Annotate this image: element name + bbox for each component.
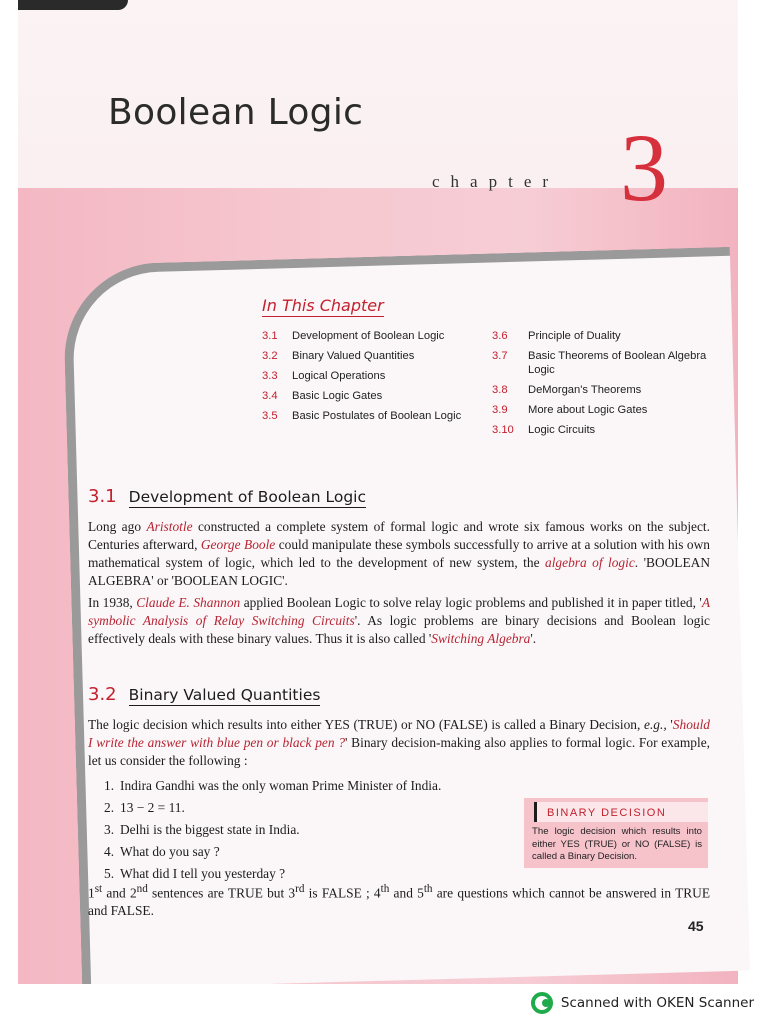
abbr-eg: e.g., (644, 717, 667, 732)
toc-item-number: 3.5 (262, 410, 278, 422)
paragraph: Long ago Aristotle constructed a complete system of formal logic and wrote six famous works on the subject. Centuries afterward, George Boole could manipulate these symbols successfully to arrive at a solution with his own mathematical system of logic, which led to the development of new system, the algebra of logic. 'BOOLEAN ALGEBRA' or 'BOOLEAN LOGIC'. (88, 519, 711, 588)
toc-item-number: 3.6 (492, 330, 508, 342)
list-item-number: 4. (104, 844, 115, 859)
list-item (104, 842, 434, 862)
term-algebra-of-logic: algebra of logic (545, 555, 635, 570)
closing-paragraph: 1st and 2nd sentences are TRUE but 3rd is FALSE ; 4th and 5th are questions which cannot be answered in TRUE and FALSE. (88, 883, 711, 919)
term-switching-algebra: Switching Algebra (431, 631, 531, 646)
toc-item-label: DeMorgan's Theorems (528, 384, 642, 396)
list-item-text: Delhi is the biggest state in India. (120, 822, 300, 837)
page-number: 45 (688, 918, 704, 934)
toc-item-number: 3.4 (262, 390, 278, 402)
toc-item-label: Basic Logic Gates (292, 390, 383, 402)
scanner-watermark (531, 992, 754, 1014)
list-item-text: Indira Gandhi was the only woman Prime Minister of India. (120, 778, 442, 793)
toc-item (262, 329, 492, 343)
list-item (104, 820, 434, 840)
list-item-number: 2. (104, 800, 115, 815)
toc-item (492, 403, 722, 417)
toc-item (262, 369, 492, 383)
toc-item-label: Principle of Duality (528, 330, 621, 342)
scanner-footer (0, 984, 768, 1024)
note-title: BINARY DECISION (534, 802, 708, 822)
binary-decision-note (524, 798, 708, 868)
list-item-text: What do you say ? (120, 844, 220, 859)
scan-corner-shadow (18, 0, 128, 10)
section-heading (88, 684, 710, 706)
toc-item-label: Basic Postulates of Boolean Logic (292, 410, 462, 422)
note-body: The logic decision which results into either YES (TRUE) or NO (FALSE) is called a Binary Decision. (532, 826, 702, 862)
list-item-text: 13 − 2 = 11. (120, 800, 185, 815)
toc-item-number: 3.9 (492, 404, 508, 416)
example-question: Should I write the answer with blue pen or black pen ? (88, 717, 710, 750)
toc-item (262, 349, 492, 363)
toc-item (262, 389, 492, 403)
list-item-number: 3. (104, 822, 115, 837)
toc-item-number: 3.1 (262, 330, 278, 342)
list-item-text: What did I tell you yesterday ? (120, 866, 286, 881)
toc-item-number: 3.8 (492, 384, 508, 396)
paragraph: In 1938, Claude E. Shannon applied Boolean Logic to solve relay logic problems and published it in paper titled, 'A symbolic Analysis of Relay Switching Circuits'. As logic problems are binary decisions and Boolean logic effectively deals with these binary values. Thus it is also called 'Switching Algebra'. (88, 595, 711, 646)
section-development-of-boolean-logic (88, 486, 710, 652)
section-binary-valued-quantities (88, 684, 710, 774)
toc-item-label: Basic Theorems of Boolean Algebra Logic (528, 350, 707, 376)
toc-item-number: 3.3 (262, 370, 278, 382)
toc-item (492, 349, 722, 377)
example-statements-list (104, 776, 442, 886)
toc-item-number: 3.10 (492, 424, 514, 436)
name-george-boole: George Boole (200, 537, 276, 552)
toc-item-label: Logical Operations (292, 370, 386, 382)
chapter-number: 3 (620, 114, 668, 221)
list-item (104, 776, 442, 796)
paragraph: The logic decision which results into either YES (TRUE) or NO (FALSE) is called a Binary Decision, e.g., 'Should I write the answer with blue pen or black pen ?' Binary decision-making also applies to formal logic. For example, let us consider the following : (88, 717, 710, 768)
section-number: 3.2 (88, 684, 117, 705)
toc-item-number: 3.2 (262, 350, 278, 362)
toc-item-label: Development of Boolean Logic (292, 330, 445, 342)
name-claude-shannon: Claude E. Shannon (136, 595, 241, 610)
toc-item-label: More about Logic Gates (528, 404, 648, 416)
toc-item (492, 329, 722, 343)
chapter-label: chapter (432, 172, 560, 191)
paper-title: A symbolic Analysis of Relay Switching Circuits (88, 595, 710, 628)
toc-item-label: Binary Valued Quantities (292, 350, 415, 362)
table-of-contents (262, 296, 722, 443)
section-title: Binary Valued Quantities (128, 686, 321, 704)
toc-heading: In This Chapter (262, 296, 384, 315)
list-item (104, 798, 434, 818)
oken-scanner-logo-icon (531, 992, 553, 1014)
list-item-number: 5. (104, 866, 115, 881)
name-aristotle: Aristotle (146, 519, 193, 534)
toc-left-column (262, 329, 492, 443)
list-item-number: 1. (104, 778, 115, 793)
toc-item-label: Logic Circuits (528, 424, 596, 436)
scanner-text: Scanned with OKEN Scanner (560, 995, 754, 1011)
section-number: 3.1 (88, 486, 117, 507)
toc-right-column (492, 329, 722, 443)
toc-item (262, 409, 492, 423)
section-title: Development of Boolean Logic (128, 488, 366, 506)
toc-item (492, 423, 722, 437)
toc-item (492, 383, 722, 397)
toc-item-number: 3.7 (492, 350, 508, 362)
section-heading (88, 486, 710, 508)
chapter-title: Boolean Logic (108, 92, 364, 133)
